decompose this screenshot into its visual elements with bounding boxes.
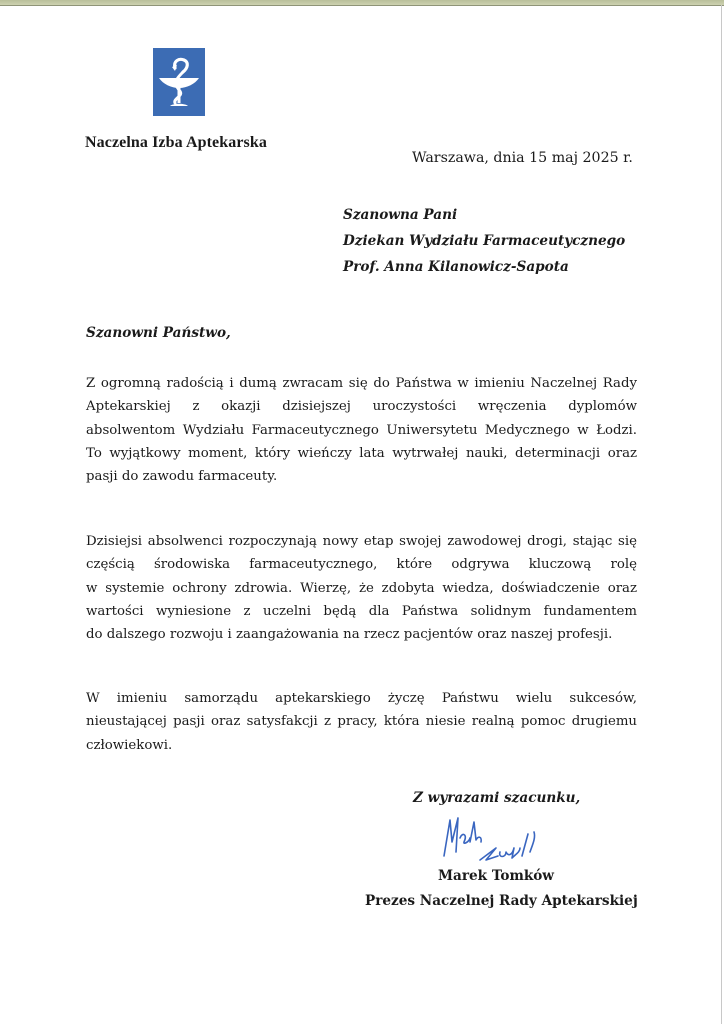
text-line: W imieniu samorządu aptekarskiego życzę Państwu wielu sukcesów, bbox=[86, 691, 637, 706]
text-line: częścią środowiska farmaceutycznego, które odgrywa kluczową rolę bbox=[86, 557, 637, 573]
text-line: To wyjątkowy moment, który wieńczy lata wytrwałej nauki, determinacji oraz bbox=[86, 445, 637, 461]
place-and-date: Warszawa, dnia 15 maj 2025 r. bbox=[412, 150, 633, 166]
text-line: w systemie ochrony zdrowia. Wierzę, że zdobyta wiedza, doświadczenie oraz bbox=[86, 580, 637, 596]
recipient-line: Szanowna Pani bbox=[343, 207, 458, 223]
text-line: absolwentom Wydziału Farmaceutycznego Uniwersytetu Medycznego w Łodzi. bbox=[86, 422, 637, 438]
text-line: nieustającej pasji oraz satysfakcji z pracy, która niesie realną pomoc drugiemu bbox=[86, 714, 637, 730]
bowl-of-hygieia-icon bbox=[153, 48, 205, 116]
signer-title: Prezes Naczelnej Rady Aptekarskiej bbox=[365, 893, 638, 909]
handwritten-signature-icon bbox=[436, 812, 556, 868]
signer-name: Marek Tomków bbox=[438, 868, 555, 884]
text-line: człowiekowi. bbox=[86, 737, 173, 753]
text-line: Dzisiejsi absolwenci rozpoczynają nowy etap swojej zawodowej drogi, stając się bbox=[86, 534, 637, 549]
salutation: Szanowni Państwo, bbox=[86, 325, 231, 341]
paragraph-3 bbox=[86, 687, 637, 757]
text-line: do dalszego rozwoju i zaangażowania na rzecz pacjentów oraz naszej profesji. bbox=[86, 627, 613, 643]
text-line: wartości wyniesione z uczelni będą dla Państwa solidnym fundamentem bbox=[86, 603, 637, 619]
organization-name: Naczelna Izba Aptekarska bbox=[85, 134, 267, 151]
text-line: Z ogromną radością i dumą zwracam się do Państwa w imieniu Naczelnej Rady bbox=[86, 376, 637, 391]
paragraph-1 bbox=[86, 372, 637, 488]
recipient-block bbox=[343, 202, 625, 280]
closing-phrase: Z wyrazami szacunku, bbox=[413, 790, 581, 806]
page-edge-line bbox=[721, 5, 722, 1024]
text-line: pasji do zawodu farmaceuty. bbox=[86, 469, 278, 485]
scan-edge-strip bbox=[0, 0, 724, 6]
recipient-line: Dziekan Wydziału Farmaceutycznego bbox=[343, 233, 626, 249]
recipient-line: Prof. Anna Kilanowicz-Sapota bbox=[343, 259, 569, 275]
paragraph-2 bbox=[86, 530, 637, 646]
text-line: Aptekarskiej z okazji dzisiejszej uroczystości wręczenia dyplomów bbox=[86, 399, 637, 415]
